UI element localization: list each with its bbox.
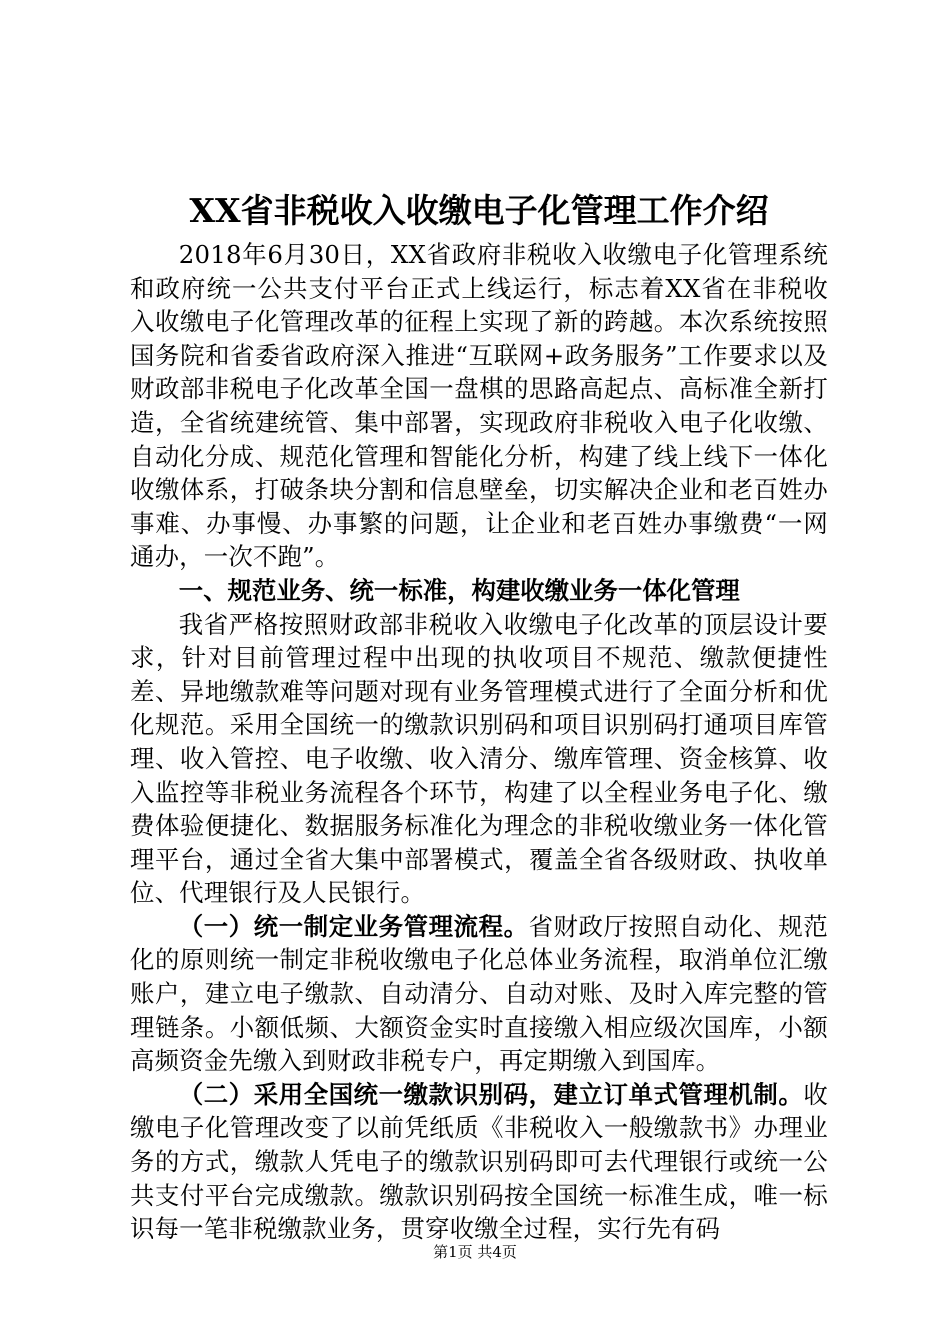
- subsection-2-paragraph: [130, 1078, 828, 1246]
- subsection-2-heading: （二）采用全国统一缴款识别码，建立订单式管理机制。: [178, 1079, 804, 1109]
- intro-paragraph: 2018年6月30日，XX省政府非税收入收缴电子化管理系统和政府统一公共支付平台正式上线运行，标志着XX省在非税收入收缴电子化管理改革的征程上实现了新的跨越。本次系统按照国务院和省委省政府深入推进“互联网+政务服务”工作要求以及财政部非税电子化改革全国一盘棋的思路高起点、高标准全新打造，全省统建统管、集中部署，实现政府非税收入电子化收缴、自动化分成、规范化管理和智能化分析，构建了线上线下一体化收缴体系，打破条块分割和信息壁垒，切实解决企业和老百姓办事难、办事慢、办事繁的问题，让企业和老百姓办事缴费“一网通办，一次不跑”。: [130, 240, 828, 572]
- document-page: [130, 186, 828, 1246]
- subsection-1-body: 省财政厅按照自动化、规范化的原则统一制定非税收缴电子化总体业务流程，取消单位汇缴账户，建立电子缴款、自动清分、自动对账、及时入库完整的管理链条。小额低频、大额资金实时直接缴入相应级次国库，小额高频资金先缴入到财政非税专户，再定期缴入到国库。: [130, 911, 828, 1076]
- subsection-1-paragraph: [130, 910, 828, 1078]
- document-title: XX省非税收入收缴电子化管理工作介绍: [189, 191, 769, 230]
- section-body-paragraph: 我省严格按照财政部非税收入收缴电子化改革的顶层设计要求，针对目前管理过程中出现的执收项目不规范、缴款便捷性差、异地缴款难等问题对现有业务管理模式进行了全面分析和优化规范。采用全国统一的缴款识别码和项目识别码打通项目库管理、收入管控、电子收缴、收入清分、缴库管理、资金核算、收入监控等非税业务流程各个环节，构建了以全程业务电子化、缴费体验便捷化、数据服务标准化为理念的非税收缴业务一体化管理平台，通过全省大集中部署模式，覆盖全省各级财政、执收单位、代理银行及人民银行。: [130, 609, 828, 908]
- subsection-1-heading: （一）统一制定业务管理流程。: [178, 911, 529, 941]
- page-footer: 第1页 共4页: [433, 1243, 517, 1261]
- subsection-2-body: 收缴电子化管理改变了以前凭纸质《非税收入一般缴款书》办理业务的方式，缴款人凭电子的缴款识别码即可去代理银行或统一公共支付平台完成缴款。缴款识别码按全国统一标准生成，唯一标识每一笔非税缴款业务，贯穿收缴全过程，实行先有码: [130, 1079, 828, 1244]
- section-heading: 一、规范业务、统一标准，构建收缴业务一体化管理: [178, 575, 740, 605]
